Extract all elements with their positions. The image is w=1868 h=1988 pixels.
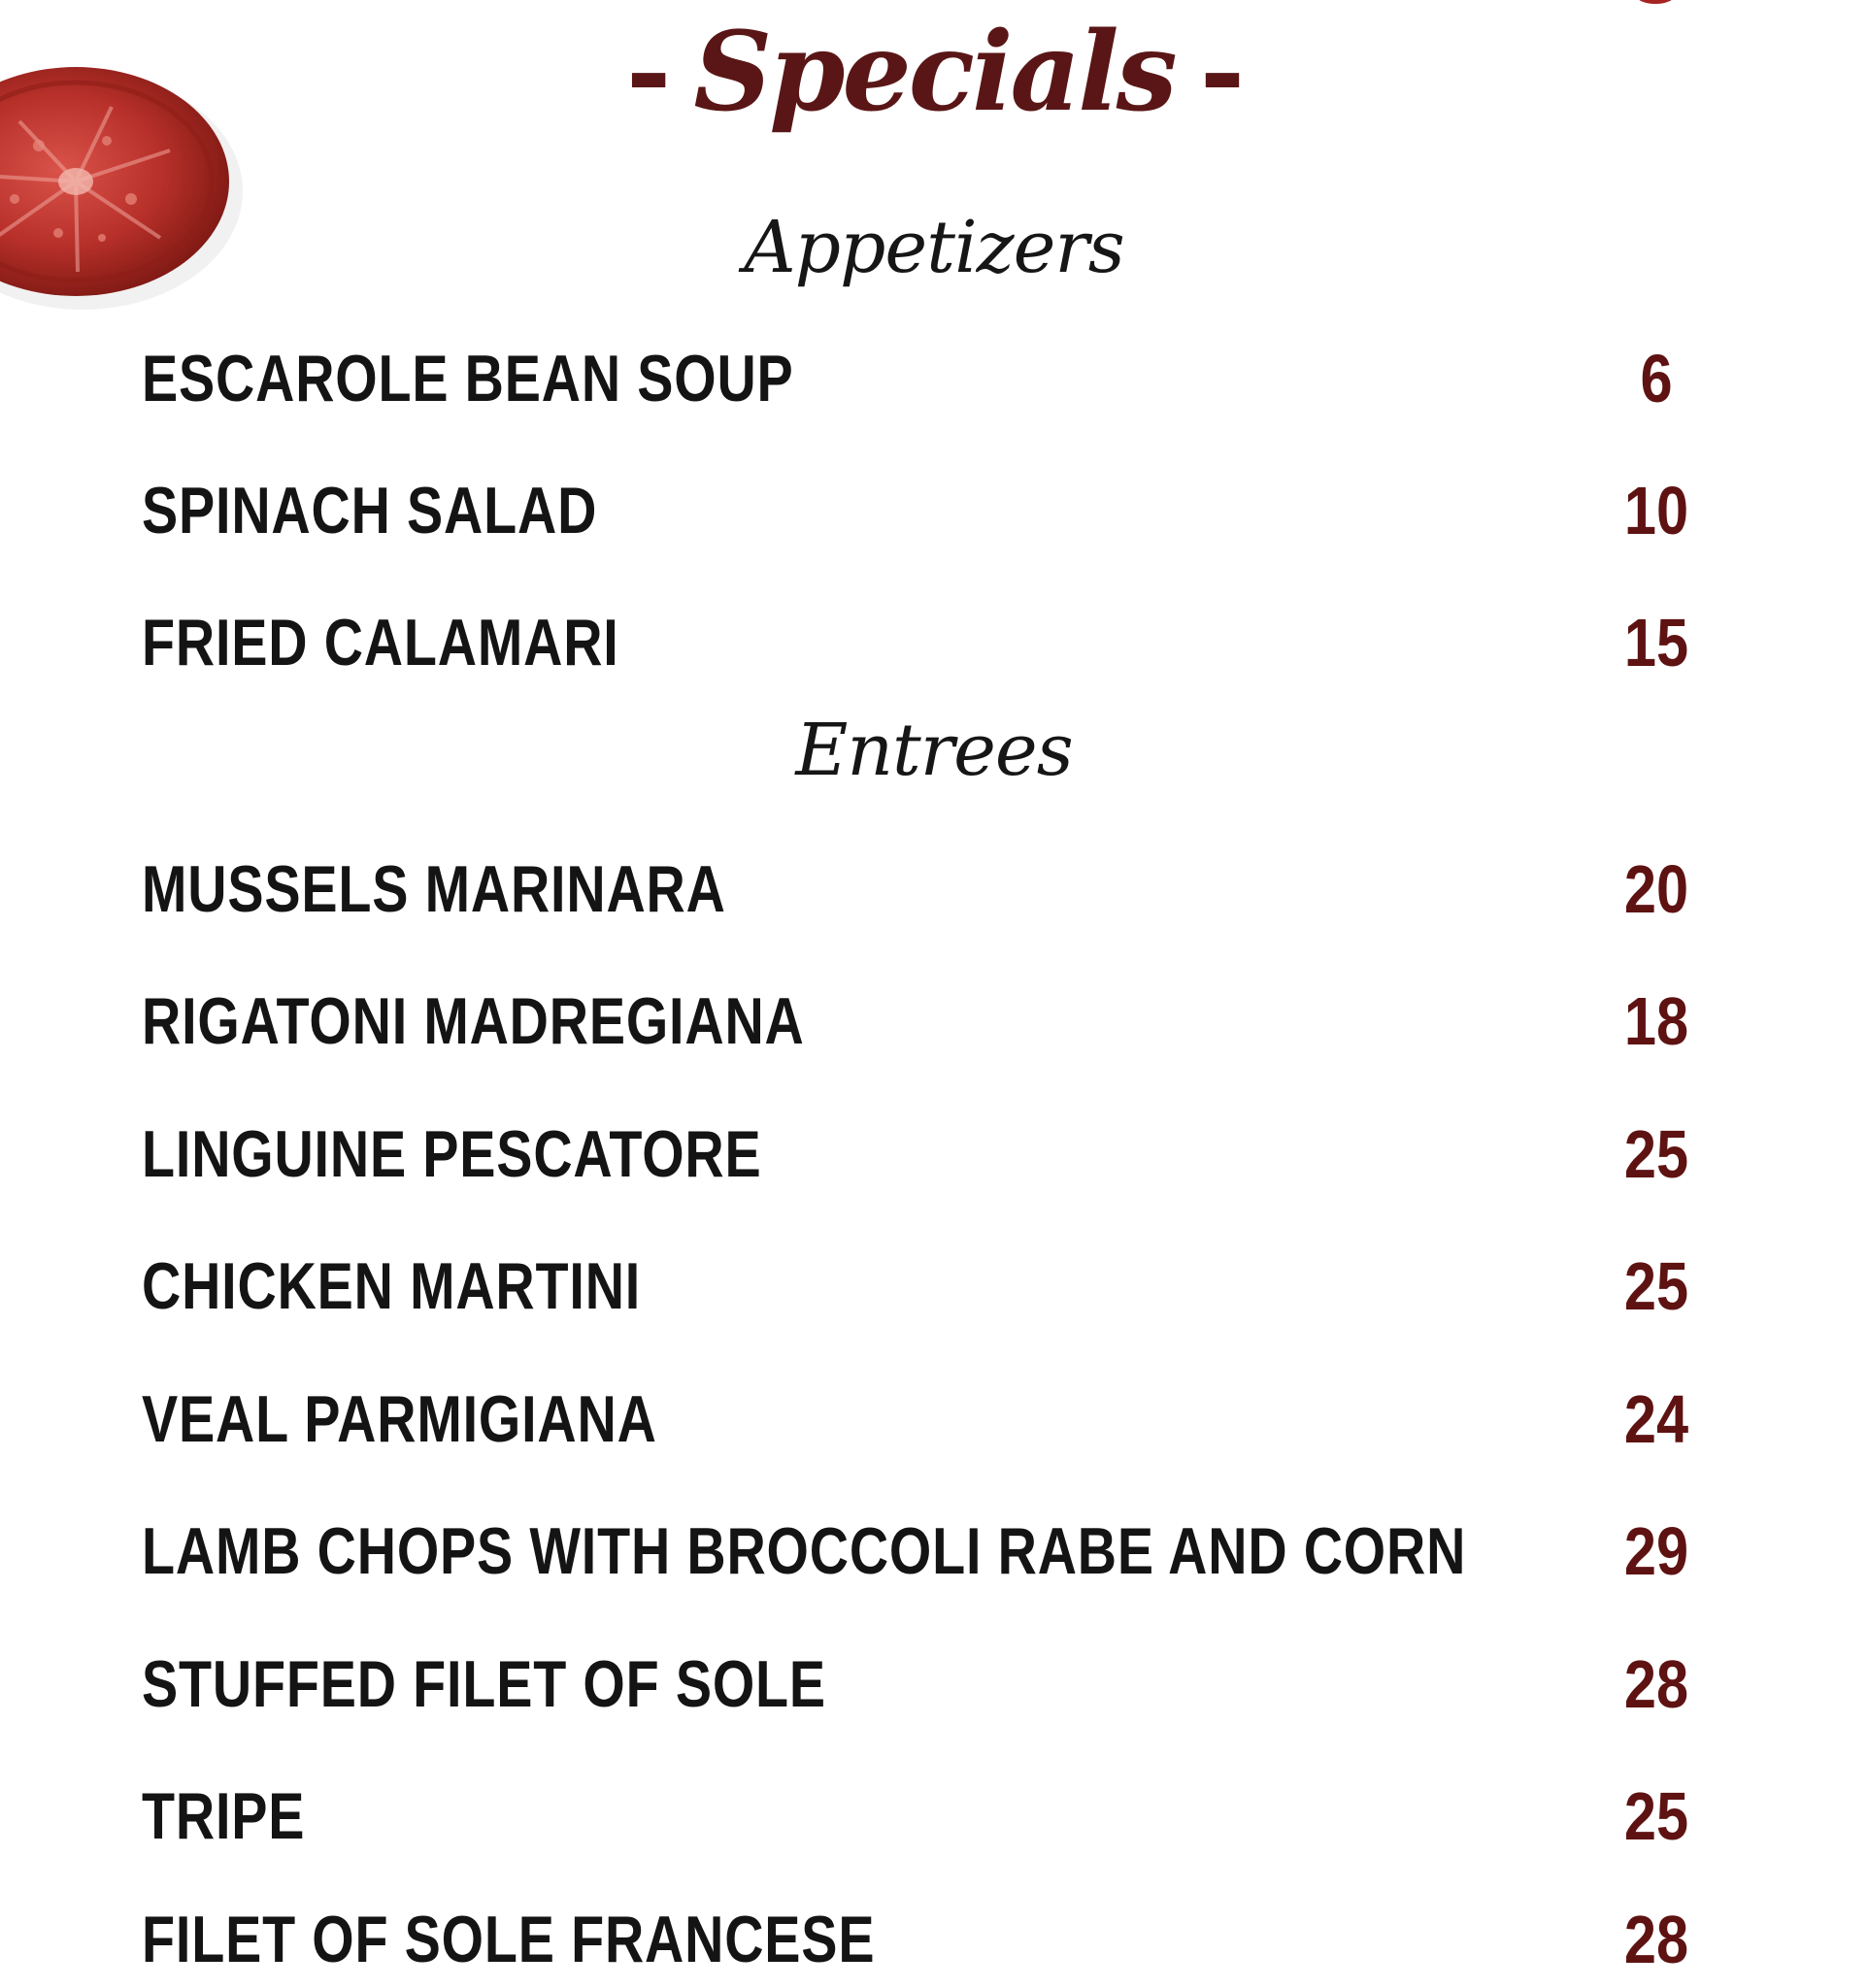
page-title bbox=[0, 0, 1868, 175]
item-name: ESCAROLE BEAN SOUP bbox=[142, 342, 794, 415]
item-name: RIGATONI MADREGIANA bbox=[142, 984, 805, 1058]
menu-item bbox=[142, 973, 1715, 1070]
item-name: FILET OF SOLE FRANCESE bbox=[142, 1903, 876, 1976]
item-name: TRIPE bbox=[142, 1779, 306, 1853]
item-name: VEAL PARMIGIANA bbox=[142, 1382, 657, 1456]
item-name: CHICKEN MARTINI bbox=[142, 1249, 642, 1323]
menu-item bbox=[142, 594, 1715, 691]
section-heading-entrees: Entrees bbox=[795, 709, 1073, 792]
section-heading-appetizers: Appetizers bbox=[744, 206, 1124, 289]
menu-item bbox=[142, 1371, 1715, 1468]
item-name: LAMB CHOPS WITH BROCCOLI RABE AND CORN bbox=[142, 1514, 1467, 1588]
item-price: 25 bbox=[1623, 1248, 1689, 1324]
menu-item bbox=[142, 462, 1715, 559]
item-price: 28 bbox=[1623, 1646, 1689, 1722]
item-name: SPINACH SALAD bbox=[142, 474, 598, 547]
item-price: 6 bbox=[1640, 341, 1673, 416]
item-name: MUSSELS MARINARA bbox=[142, 852, 726, 926]
item-price: 18 bbox=[1623, 983, 1689, 1059]
title-dash-left: - bbox=[625, 9, 669, 136]
title-text: Specials bbox=[693, 9, 1175, 136]
item-price: 28 bbox=[1623, 1902, 1689, 1977]
item-price: 24 bbox=[1623, 1381, 1689, 1457]
menu-item bbox=[142, 1503, 1715, 1600]
menu-item bbox=[142, 1636, 1715, 1733]
menu-item bbox=[142, 1238, 1715, 1335]
item-price: 15 bbox=[1623, 605, 1689, 680]
menu-item bbox=[142, 841, 1715, 938]
item-name: LINGUINE PESCATORE bbox=[142, 1117, 762, 1191]
item-price: 25 bbox=[1623, 1116, 1689, 1192]
item-price: 10 bbox=[1623, 473, 1689, 548]
menu-item bbox=[142, 1106, 1715, 1203]
item-price: 20 bbox=[1623, 851, 1689, 927]
menu-item bbox=[142, 330, 1715, 427]
menu-item bbox=[142, 1891, 1715, 1988]
item-price: 25 bbox=[1623, 1778, 1689, 1854]
item-name: FRIED CALAMARI bbox=[142, 606, 619, 679]
title-dash-right: - bbox=[1199, 9, 1243, 136]
item-price: 29 bbox=[1623, 1513, 1689, 1589]
menu-item bbox=[142, 1768, 1715, 1865]
item-name: STUFFED FILET OF SOLE bbox=[142, 1647, 826, 1721]
